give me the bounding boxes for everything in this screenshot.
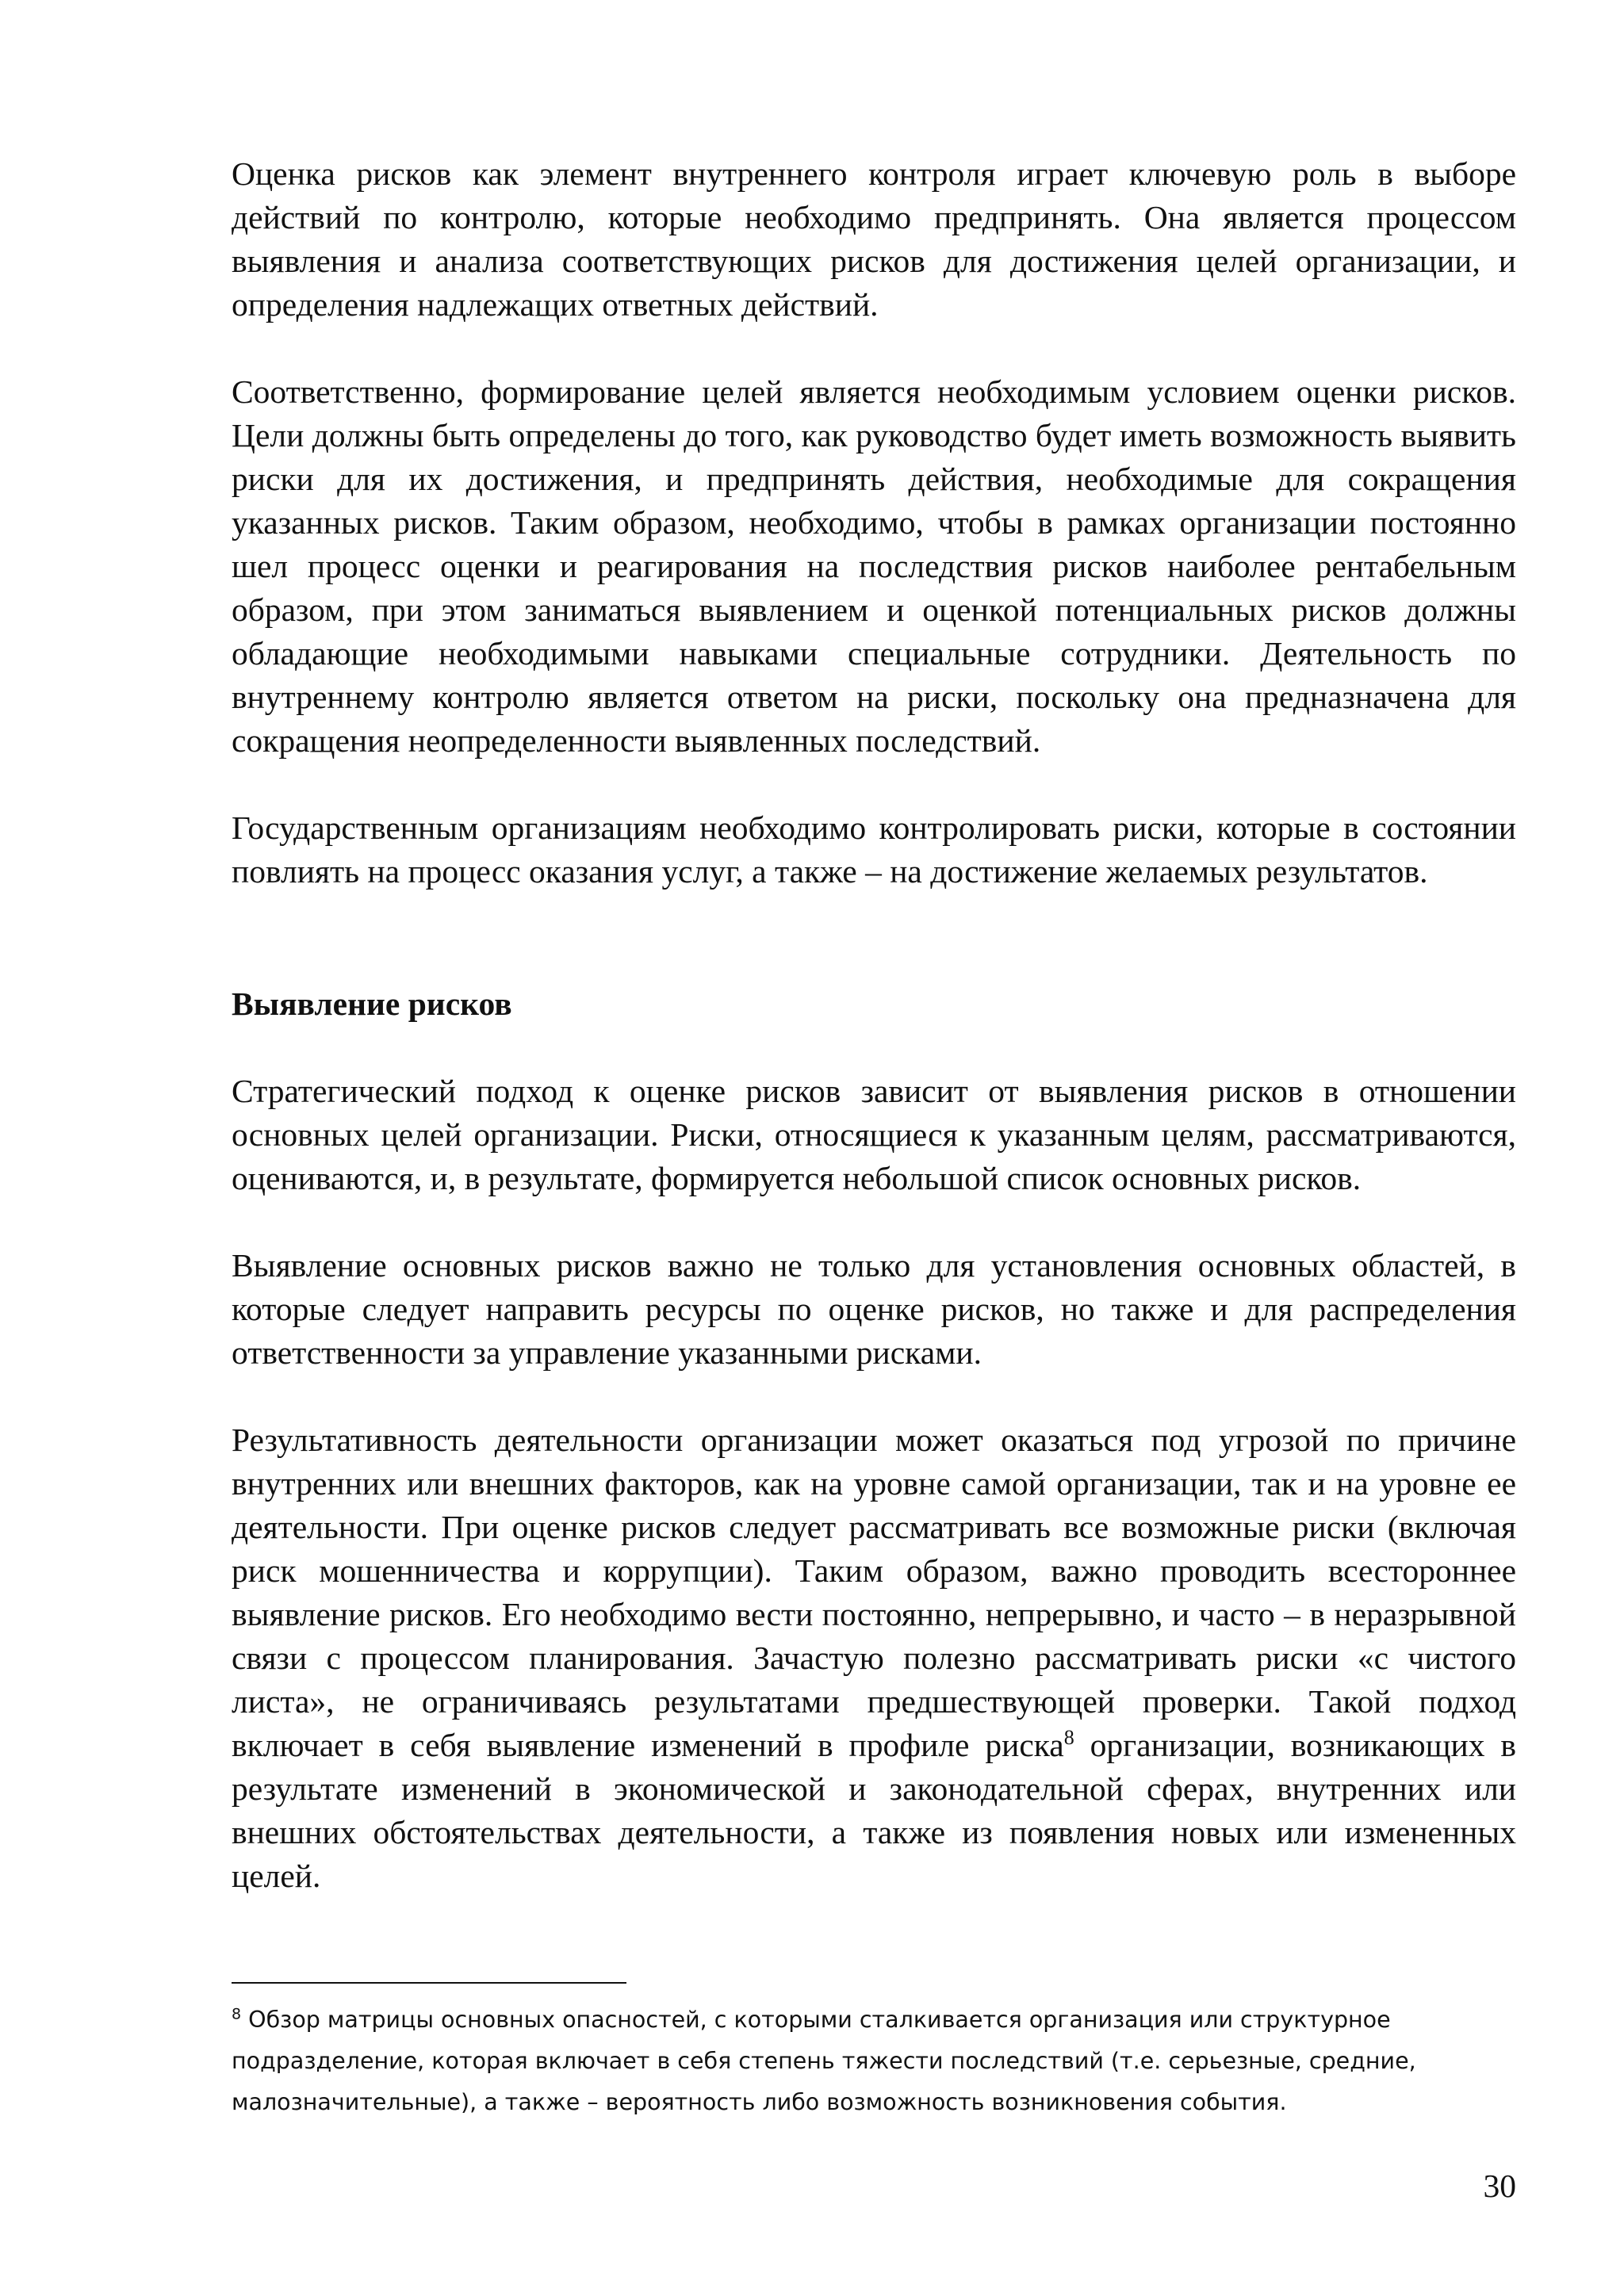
footnote-number: 8 (232, 2005, 242, 2023)
page-number: 30 (1483, 2168, 1516, 2204)
section-heading: Выявление рисков (232, 985, 512, 1022)
footnote-reference[interactable]: 8 (1063, 1726, 1074, 1750)
page-body (232, 152, 1516, 1942)
footnote-text: Обзор матрицы основных опасностей, с которыми сталкивается организация или структурное подразделение, которая включает в себя степень тяжести последствий (т.е. серьезные, средние, малозначительные), а также – вероятность либо возможность возникновения события. (232, 2007, 1416, 2115)
paragraph-performance-threats (232, 1418, 1516, 1898)
paragraph-risk-assessment-role: Оценка рисков как элемент внутреннего контроля играет ключевую роль в выборе действий по контролю, которые необходимо предпринять. Она является процессом выявления и анализа соответствующих рисков для достижения целей организации, и определения надлежащих ответных действий. (232, 155, 1516, 323)
paragraph-goal-setting: Соответственно, формирование целей является необходимым условием оценки рисков. Цели должны быть определены до того, как руководство будет иметь возможность выявить риски для их достижения, и предпринять действия, необходимые для сокращения указанных рисков. Таким образом, необходимо, чтобы в рамках организации постоянно шел процесс оценки и реагирования на последствия рисков наиболее рентабельным образом, при этом заниматься выявлением и оценкой потенциальных рисков должны обладающие необходимыми навыками специальные сотрудники. Деятельность по внутреннему контролю является ответом на риски, поскольку она предназначена для сокращения неопределенности выявленных последствий. (232, 373, 1516, 759)
paragraph-government-organizations: Государственным организациям необходимо контролировать риски, которые в состоянии повлиять на процесс оказания услуг, а также – на достижение желаемых результатов. (232, 809, 1516, 890)
footnote (232, 1999, 1516, 2123)
paragraph-strategic-approach: Стратегический подход к оценке рисков зависит от выявления рисков в отношении основных целей организации. Риски, относящиеся к указанным целям, рассматриваются, оцениваются, и, в результате, формируется небольшой список основных рисков. (232, 1073, 1516, 1196)
paragraph-key-risks: Выявление основных рисков важно не только для установления основных областей, в которые следует направить ресурсы по оценке рисков, но также и для распределения ответственности за управление указанными рисками. (232, 1247, 1516, 1371)
footnote-separator (232, 1982, 626, 1984)
paragraph-text-after-ref: организации, возникающих в результате изменений в экономической и законодательной сферах, внутренних или внешних обстоятельствах деятельности, а также из появления новых или измененных целей. (232, 1727, 1517, 1894)
paragraph-text-before-ref: Результативность деятельности организации может оказаться под угрозой по причине внутренних или внешних факторов, как на уровне самой организации, так и на уровне ее деятельности. При оценке рисков следует рассматривать все возможные риски (включая риск мошенничества и коррупции). Таким образом, важно проводить всестороннее выявление рисков. Его необходимо вести постоянно, непрерывно, и часто – в неразрывной связи с процессом планирования. Зачастую полезно рассматривать риски «с чистого листа», не ограничиваясь результатами предшествующей проверки. Такой подход включает в себя выявление изменений в профиле риска (232, 1422, 1516, 1763)
